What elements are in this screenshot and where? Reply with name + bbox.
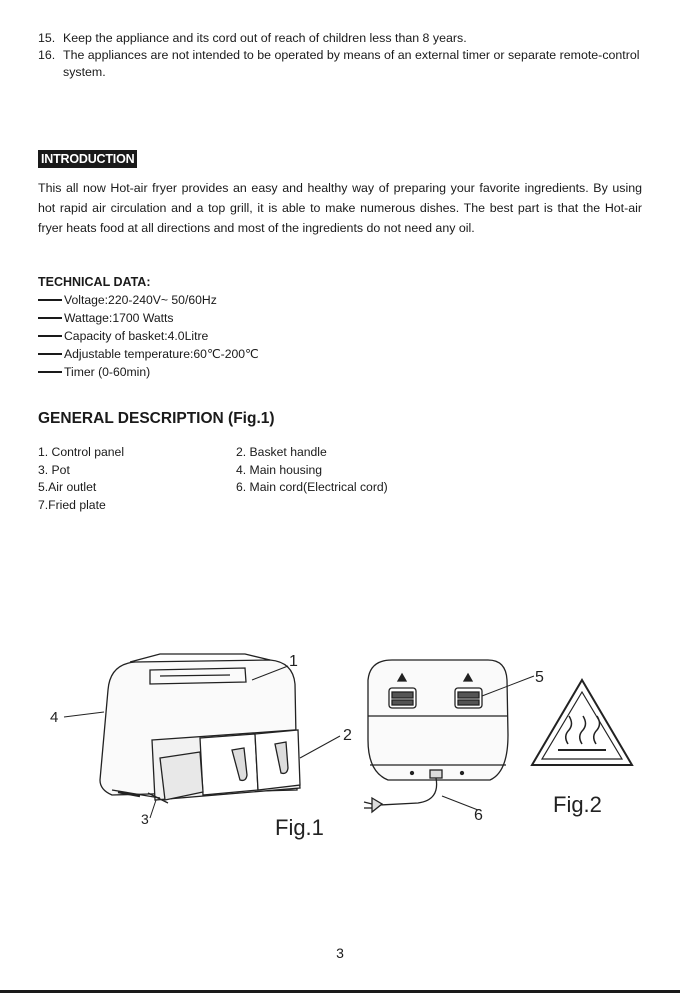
hot-surface-warning-icon xyxy=(532,680,632,765)
dash-bullet xyxy=(38,371,62,373)
tech-item-voltage: Voltage:220-240V~ 50/60Hz xyxy=(38,291,259,309)
fig1-label: Fig.1 xyxy=(275,815,324,840)
dash-bullet xyxy=(38,299,62,301)
item-number: 15. xyxy=(38,31,56,45)
safety-instructions xyxy=(38,30,648,81)
tech-item-timer: Timer (0-60min) xyxy=(38,363,259,381)
dash-bullet xyxy=(38,353,62,355)
air-fryer-figure xyxy=(0,640,680,840)
parts-list xyxy=(38,444,458,514)
tech-item-capacity: Capacity of basket:4.0Litre xyxy=(38,327,259,345)
dash-bullet xyxy=(38,317,62,319)
item-number: 16. xyxy=(38,48,56,62)
callout-1: 1 xyxy=(289,653,298,670)
technical-data-list xyxy=(38,291,259,381)
page-number: 3 xyxy=(336,945,344,961)
parts-row xyxy=(38,444,458,462)
tech-item-temperature: Adjustable temperature:60℃-200℃ xyxy=(38,345,259,363)
parts-row xyxy=(38,462,458,480)
callout-5: 5 xyxy=(535,669,544,686)
callout-3: 3 xyxy=(141,811,149,827)
parts-row xyxy=(38,497,458,515)
part-label: 6. Main cord(Electrical cord) xyxy=(236,480,388,494)
tech-item-wattage: Wattage:1700 Watts xyxy=(38,309,259,327)
parts-row xyxy=(38,479,458,497)
introduction-paragraph: This all now Hot-air fryer provides an easy and healthy way of preparing your favorite ingredients. By using hot rapid air circulation and a top grill, it is able to make numerous dishes. The best part is that the Hot-air fryer heats food at all directions and most of the ingredients do not need any oil. xyxy=(38,181,642,235)
safety-item-16 xyxy=(38,47,648,81)
part-label: 4. Main housing xyxy=(236,462,323,477)
item-text: The appliances are not intended to be operated by means of an external timer or separate remote-control system. xyxy=(63,48,640,79)
part-label: 3. Pot xyxy=(38,462,70,477)
fig2-label: Fig.2 xyxy=(553,792,602,817)
item-text: Keep the appliance and its cord out of reach of children less than 8 years. xyxy=(63,31,467,45)
part-label: 7.Fried plate xyxy=(38,497,106,512)
air-fryer-front-illustration xyxy=(100,654,300,803)
dash-bullet xyxy=(38,335,62,337)
air-fryer-back-illustration xyxy=(364,660,508,812)
callout-6: 6 xyxy=(474,807,483,824)
technical-data-title: TECHNICAL DATA: xyxy=(38,275,151,289)
part-label: 2. Basket handle xyxy=(236,445,327,459)
callout-4: 4 xyxy=(50,709,59,726)
part-label: 5.Air outlet xyxy=(38,480,97,494)
introduction-heading: INTRODUCTION xyxy=(38,150,137,168)
callout-2: 2 xyxy=(343,727,352,744)
part-label: 1. Control panel xyxy=(38,445,125,459)
general-description-title: GENERAL DESCRIPTION (Fig.1) xyxy=(38,410,275,427)
safety-item-15 xyxy=(38,30,648,47)
